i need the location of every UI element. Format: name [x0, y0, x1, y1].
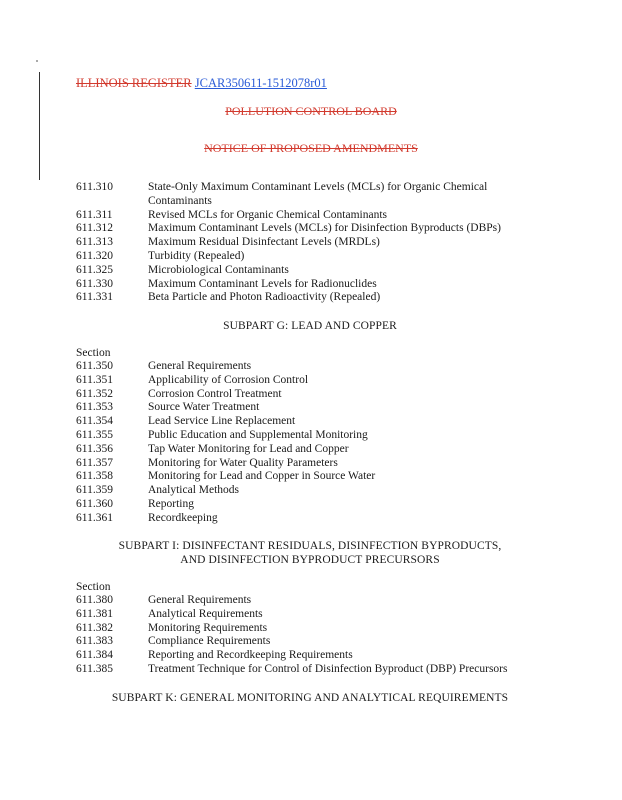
section-title: Monitoring for Water Quality Parameters [148, 456, 338, 469]
section-number: 611.381 [76, 607, 113, 620]
section-number: 611.313 [76, 236, 113, 249]
section-number: 611.384 [76, 649, 113, 662]
section-number: 611.320 [76, 249, 113, 262]
section-title: Maximum Contaminant Levels for Radionuclides [148, 277, 377, 290]
section-number: 611.355 [76, 428, 113, 441]
toc-row [76, 278, 546, 292]
subpart-k-heading: SUBPART K: GENERAL MONITORING AND ANALYTICAL REQUIREMENTS [111, 692, 509, 704]
section-title: Revised MCLs for Organic Chemical Contaminants [148, 208, 388, 221]
section-title: Monitoring Requirements [148, 621, 268, 634]
toc-row [76, 209, 546, 223]
section-title: General Requirements [148, 594, 252, 606]
toc-row [76, 181, 546, 209]
section-title: Applicability of Corrosion Control [148, 373, 309, 386]
section-title: Tap Water Monitoring for Lead and Copper [148, 442, 349, 455]
toc-row [76, 649, 546, 663]
toc-row [76, 635, 546, 649]
section-number: 611.361 [76, 511, 113, 524]
toc-block-subpart-g [76, 360, 546, 526]
revision-change-bar [39, 72, 40, 180]
board-title: POLLUTION CONTROL BOARD [225, 104, 397, 118]
toc-row [76, 415, 546, 429]
section-number: 611.385 [76, 662, 113, 675]
section-number: 611.382 [76, 621, 113, 634]
subpart-i-heading-line1: SUBPART I: DISINFECTANT RESIDUALS, DISINFECTION BYPRODUCTS, [118, 540, 502, 552]
toc-row [76, 360, 546, 374]
register-struck-text: ILLINOIS REGISTER [76, 76, 192, 90]
section-title: Turbidity (Repealed) [148, 249, 245, 262]
section-title: Analytical Methods [148, 484, 240, 497]
toc-row [76, 388, 546, 402]
toc-row [76, 443, 546, 457]
section-title: Lead Service Line Replacement [148, 415, 296, 428]
section-number: 611.325 [76, 263, 113, 276]
toc-row [76, 264, 546, 278]
section-number: 611.354 [76, 415, 113, 428]
subpart-i-heading-line2: AND DISINFECTION BYPRODUCT PRECURSORS [180, 554, 440, 566]
toc-row [76, 608, 546, 622]
toc-row [76, 470, 546, 484]
section-number: 611.358 [76, 470, 113, 483]
section-number: 611.360 [76, 497, 113, 510]
section-title: Maximum Residual Disinfectant Levels (MRDLs) [148, 236, 380, 249]
section-title: General Requirements [148, 360, 252, 372]
section-number: 611.383 [76, 635, 113, 648]
toc-row [76, 484, 546, 498]
section-title: Source Water Treatment [148, 401, 260, 414]
toc-row [76, 594, 546, 608]
section-number: 611.350 [76, 360, 113, 372]
section-number: 611.351 [76, 373, 113, 386]
section-number: 611.357 [76, 456, 113, 469]
section-title: Treatment Technique for Control of Disinfection Byproduct (DBP) Precursors [148, 662, 508, 675]
section-title: Microbiological Contaminants [148, 263, 289, 276]
scan-speck [36, 60, 38, 62]
section-label-i: Section [76, 581, 111, 593]
toc-row [76, 622, 546, 636]
toc-row [76, 374, 546, 388]
register-header [76, 76, 327, 91]
toc-row [76, 222, 546, 236]
section-title: Compliance Requirements [148, 635, 271, 648]
section-number: 611.312 [76, 222, 113, 235]
section-title: State-Only Maximum Contaminant Levels (MCLs) for Organic Chemical Contaminants [148, 181, 488, 207]
toc-row [76, 663, 546, 677]
section-title: Public Education and Supplemental Monitoring [148, 428, 368, 441]
toc-row [76, 512, 546, 526]
section-title: Reporting [148, 497, 194, 510]
register-inserted-text[interactable]: JCAR350611-1512078r01 [194, 76, 327, 90]
section-number: 611.359 [76, 484, 113, 497]
section-title: Analytical Requirements [148, 607, 263, 620]
toc-row [76, 291, 546, 305]
section-title: Maximum Contaminant Levels (MCLs) for Disinfection Byproducts (DBPs) [148, 222, 501, 235]
section-title: Recordkeeping [148, 511, 218, 524]
section-number: 611.331 [76, 291, 113, 304]
toc-row [76, 250, 546, 264]
toc-row [76, 236, 546, 250]
section-number: 611.311 [76, 208, 113, 221]
section-label-g: Section [76, 347, 111, 359]
section-title: Beta Particle and Photon Radioactivity (Repealed) [148, 291, 381, 304]
subpart-g-heading: SUBPART G: LEAD AND COPPER [223, 320, 397, 332]
toc-row [76, 498, 546, 512]
section-number: 611.353 [76, 401, 113, 414]
toc-block-organic-contaminants [76, 181, 546, 305]
section-number: 611.310 [76, 181, 113, 193]
section-number: 611.330 [76, 277, 113, 290]
toc-row [76, 429, 546, 443]
notice-title: NOTICE OF PROPOSED AMENDMENTS [204, 141, 418, 155]
section-title: Corrosion Control Treatment [148, 387, 282, 400]
section-title: Monitoring for Lead and Copper in Source Water [148, 470, 376, 483]
toc-block-subpart-i [76, 594, 546, 677]
toc-row [76, 401, 546, 415]
section-number: 611.352 [76, 387, 113, 400]
section-number: 611.356 [76, 442, 113, 455]
section-title: Reporting and Recordkeeping Requirements [148, 649, 353, 662]
toc-row [76, 457, 546, 471]
section-number: 611.380 [76, 594, 113, 606]
